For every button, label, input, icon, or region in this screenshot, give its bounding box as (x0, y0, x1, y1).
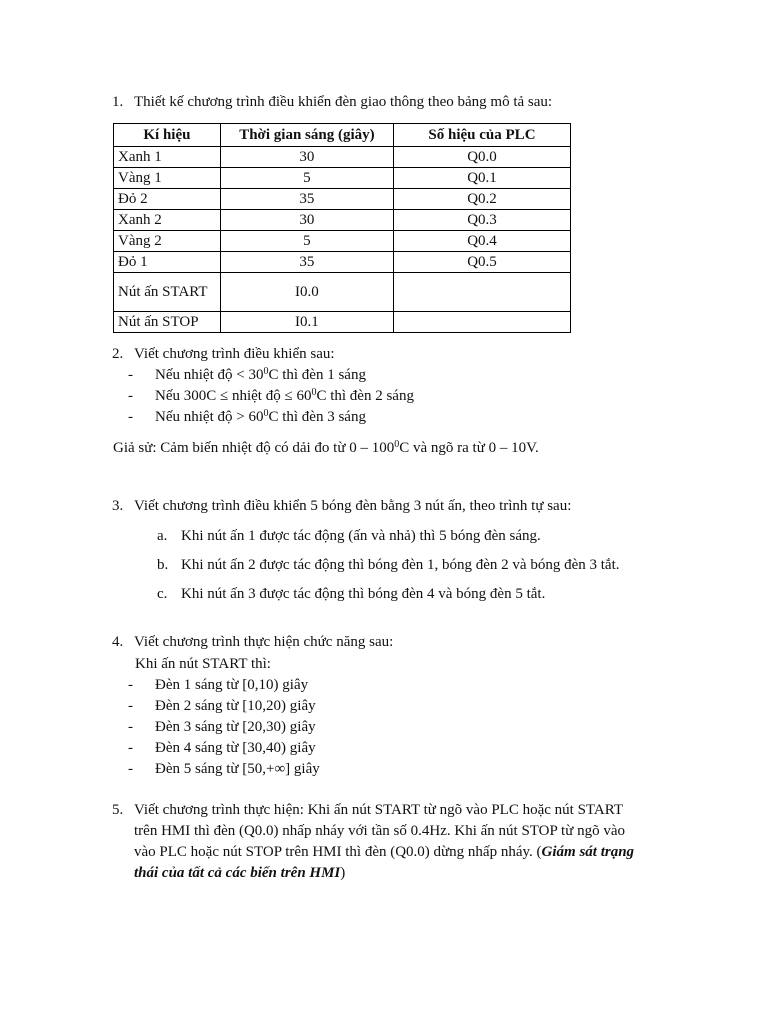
bullet-dash: - (128, 698, 133, 714)
sub-item-label: b. (157, 557, 169, 573)
table-cell: Q0.3 (393, 210, 570, 231)
table-cell: Đỏ 2 (114, 189, 221, 210)
bullet-dash: - (128, 409, 133, 425)
table-cell: 35 (220, 189, 393, 210)
table-row (114, 210, 571, 231)
table-row (114, 147, 571, 168)
table-cell: 30 (220, 147, 393, 168)
table-cell: 35 (220, 252, 393, 273)
table-cell: Xanh 2 (114, 210, 221, 231)
question-text-line: trên HMI thì đèn (Q0.0) nhấp nháy với tần số 0.4Hz. Khi ấn nút STOP từ ngõ vào (134, 823, 626, 839)
question-text: Viết chương trình thực hiện chức năng sau: (134, 634, 394, 650)
table-row (114, 273, 571, 312)
table-row (114, 189, 571, 210)
bullet-dash: - (128, 388, 133, 404)
bullet-dash: - (128, 719, 133, 735)
question-intro: Khi ấn nút START thì: (135, 656, 271, 672)
assumption-note: Giả sử: Cảm biến nhiệt độ có dải đo từ $0 - 100^0C$ và ngõ ra từ 0 – 10V. (113, 439, 539, 456)
table-row (114, 252, 571, 273)
table-cell: Vàng 2 (114, 231, 221, 252)
table-cell: I0.0 (220, 273, 393, 312)
question-text-line: thái của tất cả các biến trên HMI) (134, 865, 346, 881)
table-cell: Nút ấn START (114, 273, 221, 312)
table-header-cell: Thời gian sáng (giây) (220, 124, 393, 147)
table-cell (393, 273, 570, 312)
question-number: 5. (112, 802, 124, 818)
plc-table (113, 123, 571, 333)
question-text: Thiết kế chương trình điều khiển đèn giao thông theo bảng mô tả sau: (134, 94, 553, 110)
bullet-dash: - (128, 761, 133, 777)
bullet-text: Đèn 2 sáng từ [10,20) giây (155, 698, 316, 714)
table-cell: Q0.5 (393, 252, 570, 273)
bullet-text: Đèn 3 sáng từ [20,30) giây (155, 719, 316, 735)
bullet-dash: - (128, 677, 133, 693)
table-cell: 30 (220, 210, 393, 231)
table-cell: Xanh 1 (114, 147, 221, 168)
bullet-text: Đèn 4 sáng từ [30,40) giây (155, 740, 316, 756)
table-cell: 5 (220, 231, 393, 252)
sub-item-label: c. (157, 586, 168, 602)
question-number: 2. (112, 346, 124, 362)
question-text: Viết chương trình điều khiển 5 bóng đèn bằng 3 nút ấn, theo trình tự sau: (134, 498, 572, 514)
table-cell (393, 312, 570, 333)
question-number: 1. (112, 94, 124, 110)
question-text: Viết chương trình điều khiển sau: (134, 346, 335, 362)
bullet-text: Nếu 300C ≤ nhiệt độ ≤ $60^0C$ thì đèn 2 sáng (155, 387, 414, 404)
table-cell: 5 (220, 168, 393, 189)
bullet-text: Đèn 5 sáng từ [50,+∞] giây (155, 761, 320, 777)
bullet-text: Nếu nhiệt độ < $30^0C$ thì đèn 1 sáng (155, 366, 366, 383)
table-row (114, 231, 571, 252)
question-text: Viết chương trình thực hiện: Khi ấn nút START từ ngõ vào PLC hoặc nút START (134, 802, 623, 818)
table-cell: Q0.2 (393, 189, 570, 210)
question-text-line: vào PLC hoặc nút STOP trên HMI thì đèn (Q0.0) dừng nhấp nháy. (Giám sát trạng (134, 844, 635, 860)
bullet-dash: - (128, 367, 133, 383)
table-cell: Q0.4 (393, 231, 570, 252)
table-cell: Nút ấn STOP (114, 312, 221, 333)
table-row (114, 168, 571, 189)
sub-item-label: a. (157, 528, 168, 544)
question-number: 4. (112, 634, 124, 650)
bullet-text: Nếu nhiệt độ > $60^0C$ thì đèn 3 sáng (155, 408, 366, 425)
table-row (114, 312, 571, 333)
table-header-row (114, 124, 571, 147)
table-header-cell: Số hiệu của PLC (393, 124, 570, 147)
bullet-dash: - (128, 740, 133, 756)
bullet-text: Đèn 1 sáng từ [0,10) giây (155, 677, 309, 693)
table-cell: Q0.0 (393, 147, 570, 168)
question-number: 3. (112, 498, 124, 514)
sub-item-text: Khi nút ấn 3 được tác động thì bóng đèn 4 và bóng đèn 5 tắt. (181, 586, 546, 602)
table-cell: I0.1 (220, 312, 393, 333)
table-cell: Vàng 1 (114, 168, 221, 189)
sub-item-text: Khi nút ấn 2 được tác động thì bóng đèn 1, bóng đèn 2 và bóng đèn 3 tắt. (181, 557, 620, 573)
table-cell: Đỏ 1 (114, 252, 221, 273)
table-header-cell: Kí hiệu (114, 124, 221, 147)
sub-item-text: Khi nút ấn 1 được tác động (ấn và nhả) thì 5 bóng đèn sáng. (181, 528, 541, 544)
table-cell: Q0.1 (393, 168, 570, 189)
